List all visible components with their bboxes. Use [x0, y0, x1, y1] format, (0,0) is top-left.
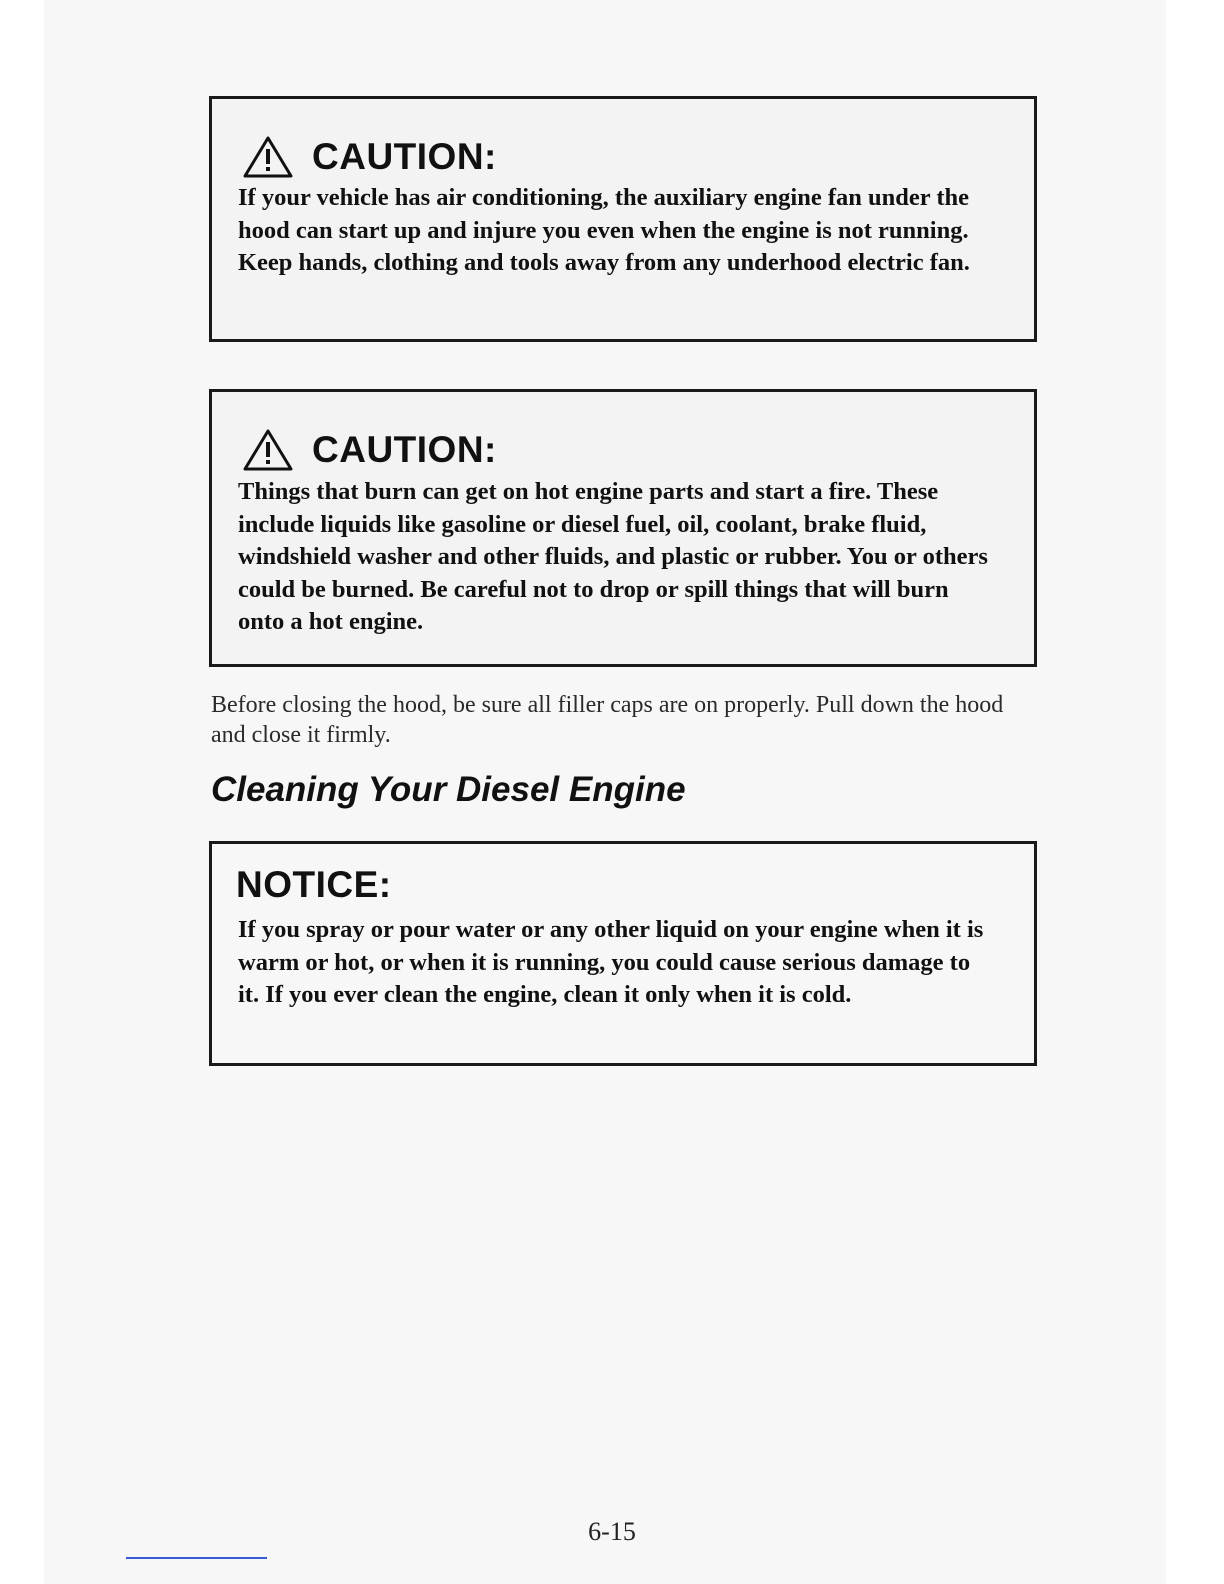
caution-body-text: Things that burn can get on hot engine parts and start a fire. These include liquids like gasoline or diesel fuel, oil, coolant, brake fluid, windshield washer and other fluids, and plastic or rubber. You or others could be burned. Be careful not to drop or spill things that will burn onto a hot engine.: [238, 478, 988, 635]
caution-box-fire: [209, 389, 1037, 667]
warning-triangle-icon: [242, 428, 294, 472]
notice-box: [209, 841, 1037, 1066]
hood-closing-paragraph: Before closing the hood, be sure all filler caps are on properly. Pull down the hood and close it firmly.: [211, 692, 1004, 748]
caution-heading-text: CAUTION:: [312, 136, 497, 177]
caution-heading: [242, 428, 497, 472]
page-number: 6-15: [588, 1517, 636, 1546]
section-heading: Cleaning Your Diesel Engine: [211, 770, 686, 809]
caution-body-text: If your vehicle has air conditioning, the auxiliary engine fan under the hood can start up and injure you even when the engine is not running. Keep hands, clothing and tools away from any underhood electric fan.: [238, 184, 970, 276]
notice-body-text: If you spray or pour water or any other liquid on your engine when it is warm or hot, or when it is running, you could cause serious damage to it. If you ever clean the engine, clean it only when it is cold.: [238, 916, 984, 1008]
caution-heading: [242, 135, 497, 179]
footer-rule: [126, 1557, 267, 1559]
caution-box-fan: [209, 96, 1037, 342]
warning-triangle-icon: [242, 135, 294, 179]
notice-heading: NOTICE:: [236, 864, 392, 905]
caution-heading-text: CAUTION:: [312, 429, 497, 470]
